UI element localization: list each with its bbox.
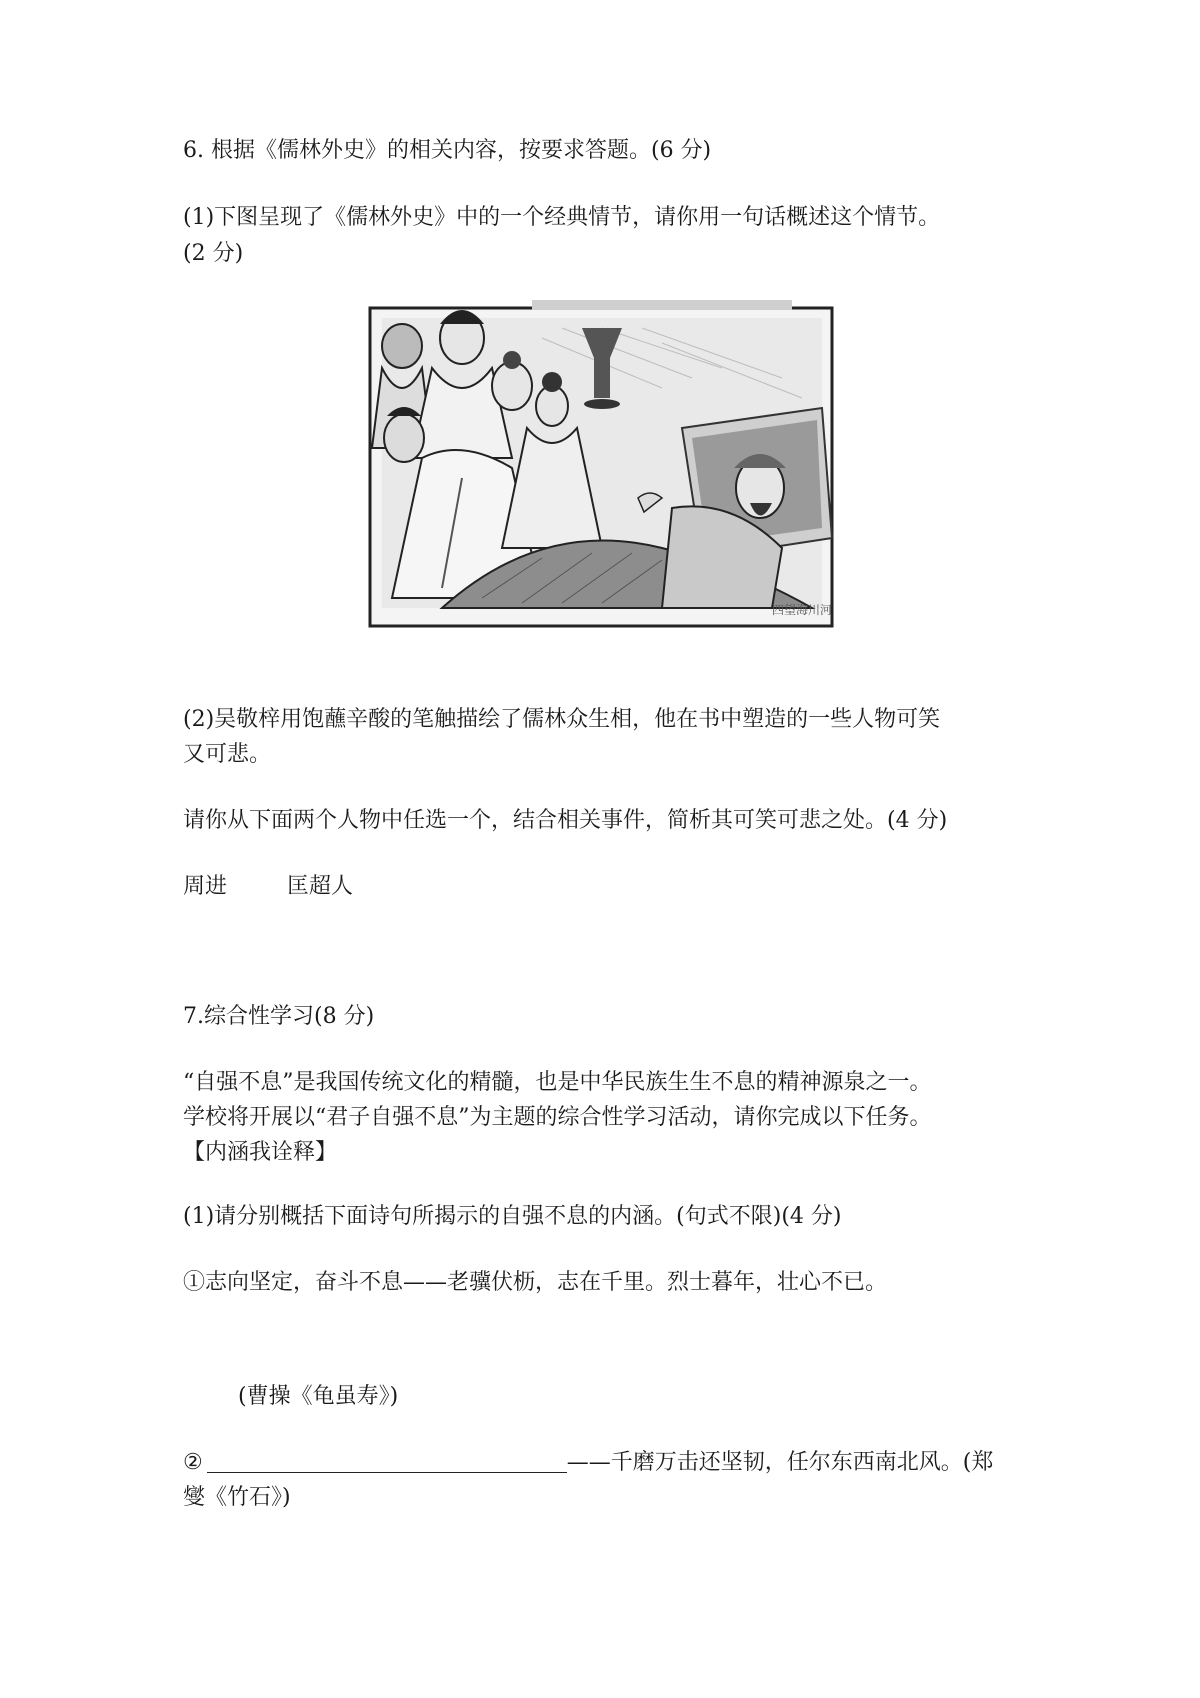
q7-intro-line1: “自强不息”是我国传统文化的精髓，也是中华民族生生不息的精神源泉之一。 <box>183 1070 932 1095</box>
answer-blank[interactable] <box>207 1446 567 1473</box>
q6-sub2-instruction: 请你从下面两个人物中任选一个，结合相关事件，简析其可笑可悲之处。(4 分) <box>183 808 948 833</box>
q7-section-heading: 【内涵我诠释】 <box>183 1140 338 1165</box>
item2-marker: ② <box>183 1450 203 1475</box>
q6-sub1-line2: (2 分) <box>183 241 244 266</box>
q6-sub2-line2: 又可悲。 <box>183 742 272 767</box>
q6-sub2-line1: (2)吴敬梓用饱蘸辛酸的笔触描绘了儒林众生相，他在书中塑造的一些人物可笑 <box>183 707 941 732</box>
q7-sub1: (1)请分别概括下面诗句所揭示的自强不息的内涵。(句式不限)(4 分) <box>183 1204 842 1229</box>
q7-title: 7.综合性学习(8 分) <box>183 1004 375 1029</box>
character-option-b: 匡超人 <box>287 874 354 899</box>
image-watermark: 四望海川河 <box>771 603 832 617</box>
q7-intro-line2: 学校将开展以“君子自强不息”为主题的综合性学习活动，请你完成以下任务。 <box>183 1105 932 1130</box>
q6-character-options <box>183 870 1020 904</box>
q7-item1: ①志向坚定，奋斗不息——老骥伏枥，志在千里。烈士暮年，壮心不已。 <box>183 1270 888 1295</box>
item2-text: ——千磨万击还坚韧，任尔东西南北风。(郑 <box>566 1450 994 1475</box>
character-option-a: 周进 <box>183 874 228 899</box>
q6-title: 6. 根据《儒林外史》的相关内容，按要求答题。(6 分) <box>183 138 712 163</box>
novel-illustration <box>362 298 840 662</box>
q7-item2 <box>183 1446 1020 1480</box>
q7-item2-source: 燮《竹石》) <box>183 1485 291 1510</box>
q7-item1-source: (曹操《龟虽寿》) <box>238 1384 399 1409</box>
q6-sub1-line1: (1)下图呈现了《儒林外史》中的一个经典情节，请你用一句话概述这个情节。 <box>183 205 941 230</box>
